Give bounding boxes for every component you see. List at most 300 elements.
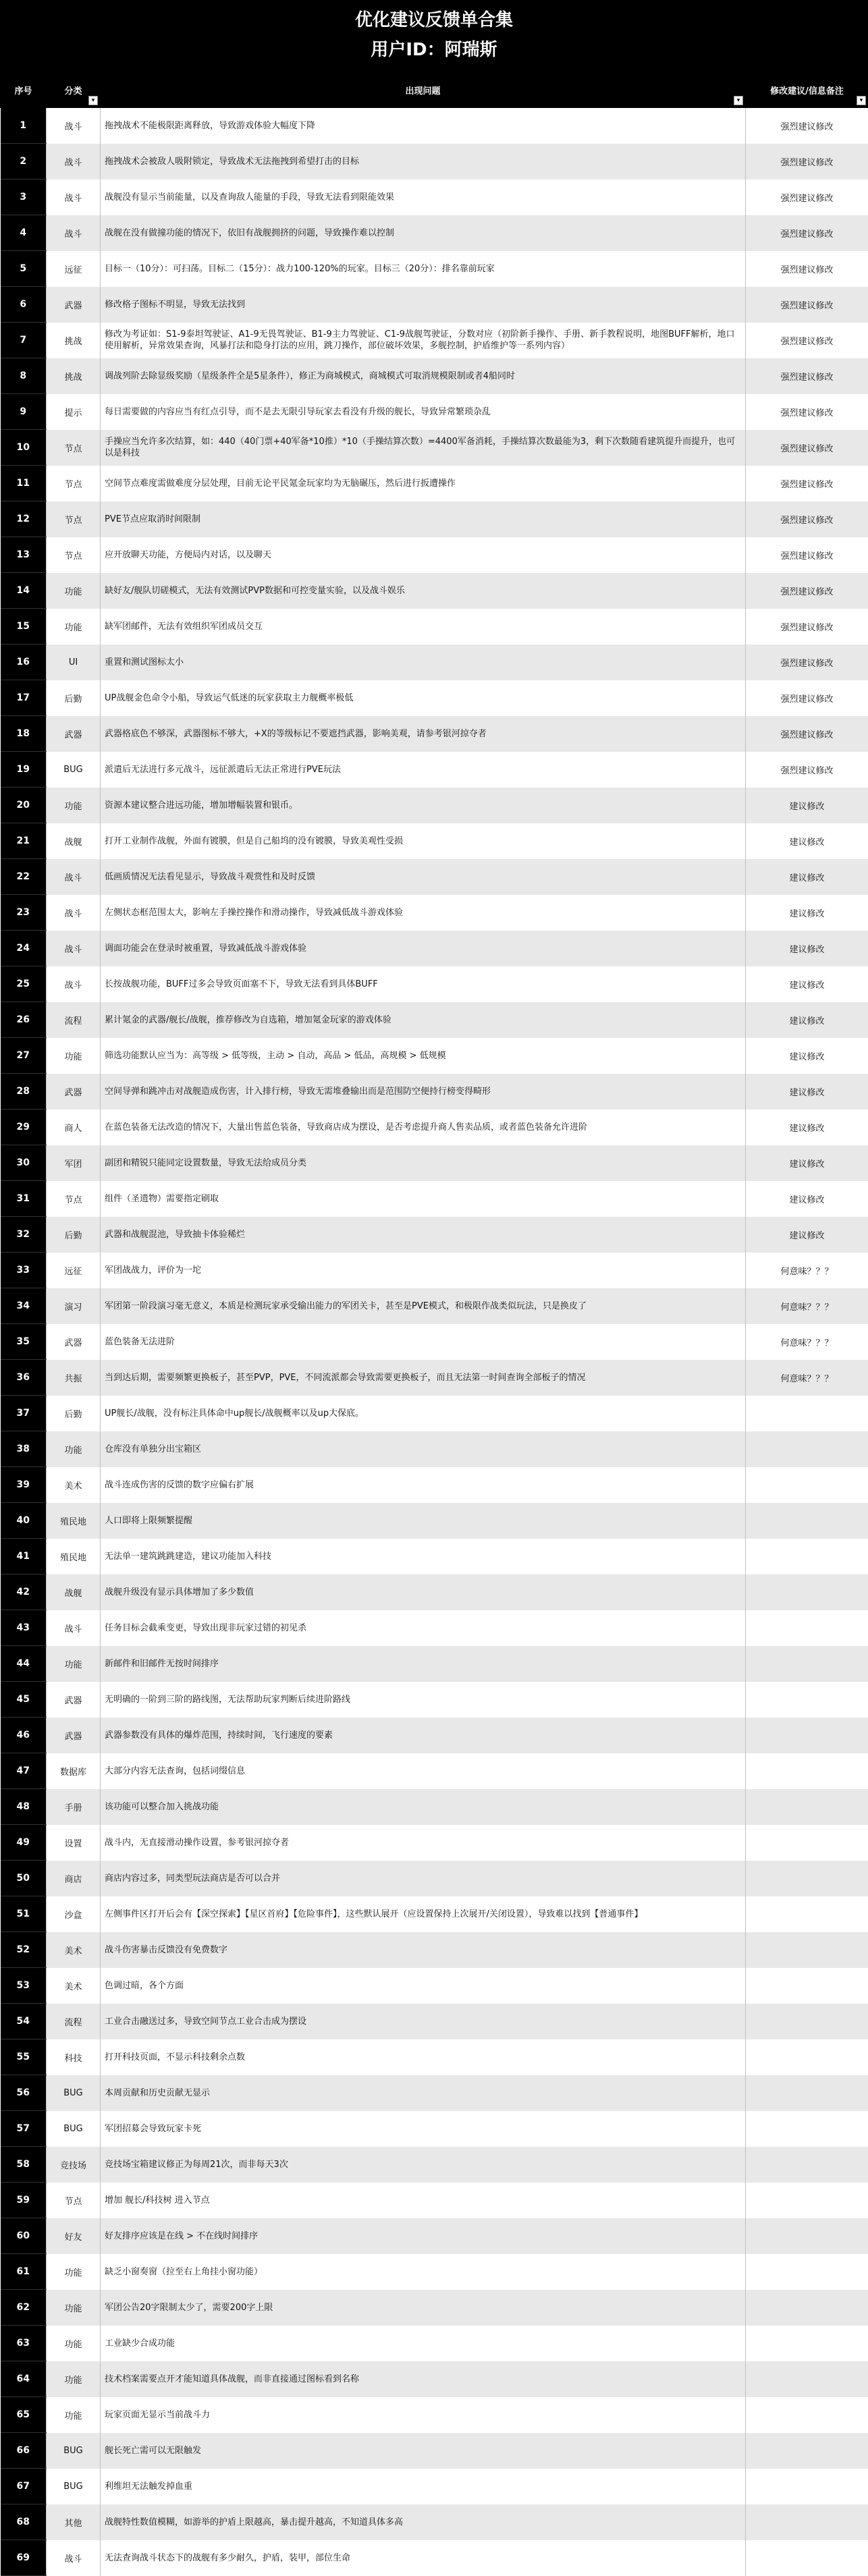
category-cell[interactable]: 后勤: [47, 1217, 101, 1253]
note-cell[interactable]: 强烈建议修改: [746, 609, 868, 645]
row-number-cell[interactable]: 31: [1, 1181, 47, 1217]
row-number-cell[interactable]: 55: [1, 2039, 47, 2075]
note-cell[interactable]: 建议修改: [746, 1145, 868, 1181]
issue-cell[interactable]: 低画质情况无法看见显示，导致战斗观赏性和及时反馈: [101, 859, 746, 895]
note-cell[interactable]: 强烈建议修改: [746, 573, 868, 609]
row-number-cell[interactable]: 68: [1, 2504, 47, 2540]
issue-cell[interactable]: 拖拽战术不能极限距离释放，导致游戏体验大幅度下降: [101, 108, 746, 144]
table-row: [1, 1288, 868, 1324]
note-cell[interactable]: [746, 2504, 868, 2540]
issue-cell[interactable]: 修改为考证如：S1-9泰坦驾驶证、A1-9无畏驾驶证、B1-9主力驾驶证、C1-9战舰驾驶证，分数对应（初阶新手操作、手册、新手教程说明，地图BUFF解析，地口使用解析，异常效果查询，风暴打法和隐身打法的应用，跳刀操作，部位破坏效果，多舰控制，护盾维护等一系列内容）: [101, 323, 746, 358]
issue-cell[interactable]: 仓库没有单独分出宝箱区: [101, 1431, 746, 1467]
row-number-cell[interactable]: 34: [1, 1288, 47, 1324]
issue-cell[interactable]: 累计氪金的武器/舰长/战舰，推荐修改为自选箱，增加氪金玩家的游戏体验: [101, 1002, 746, 1038]
category-cell[interactable]: 远征: [47, 1253, 101, 1288]
issue-cell[interactable]: 新邮件和旧邮件无按时间排序: [101, 1646, 746, 1682]
row-number-cell[interactable]: 35: [1, 1324, 47, 1360]
category-cell[interactable]: 商人: [47, 1109, 101, 1145]
issue-cell[interactable]: 舰长死亡需可以无限触发: [101, 2433, 746, 2469]
row-number-cell[interactable]: 51: [1, 1896, 47, 1932]
note-cell[interactable]: [746, 1932, 868, 1968]
note-cell[interactable]: 强烈建议修改: [746, 394, 868, 430]
issue-cell[interactable]: 应开放聊天功能，方便局内对话，以及聊天: [101, 537, 746, 573]
row-number-cell[interactable]: 16: [1, 645, 47, 680]
category-cell[interactable]: 远征: [47, 251, 101, 287]
table-row: [1, 1682, 868, 1718]
note-cell[interactable]: [746, 2075, 868, 2111]
note-cell[interactable]: 建议修改: [746, 966, 868, 1002]
row-number-cell[interactable]: 5: [1, 251, 47, 287]
category-cell[interactable]: 战斗: [47, 895, 101, 931]
category-cell[interactable]: BUG: [47, 2111, 101, 2147]
note-cell[interactable]: 建议修改: [746, 788, 868, 823]
note-cell[interactable]: 强烈建议修改: [746, 680, 868, 716]
note-cell[interactable]: 何意味？？？: [746, 1253, 868, 1288]
row-number-cell[interactable]: 25: [1, 966, 47, 1002]
note-cell[interactable]: [746, 2218, 868, 2254]
row-number-cell[interactable]: 20: [1, 788, 47, 823]
issue-cell[interactable]: 副团和精锐只能同定设置数量，导致无法给成员分类: [101, 1145, 746, 1181]
issue-cell[interactable]: 竞技场宝箱建议修正为每周21次，而非每天3次: [101, 2147, 746, 2183]
note-cell[interactable]: 强烈建议修改: [746, 645, 868, 680]
table-row: [1, 1360, 868, 1396]
row-number-cell[interactable]: 66: [1, 2433, 47, 2469]
row-number-cell[interactable]: 47: [1, 1753, 47, 1789]
note-cell[interactable]: [746, 1503, 868, 1539]
row-number-cell[interactable]: 9: [1, 394, 47, 430]
row-number-cell[interactable]: 2: [1, 144, 47, 180]
issue-cell[interactable]: 调面功能会在登录时被重置，导致减低战斗游戏体验: [101, 931, 746, 966]
note-cell[interactable]: 强烈建议修改: [746, 108, 868, 144]
row-number-cell[interactable]: 11: [1, 466, 47, 501]
row-number-cell[interactable]: 36: [1, 1360, 47, 1396]
category-cell[interactable]: 功能: [47, 1646, 101, 1682]
note-cell[interactable]: 强烈建议修改: [746, 716, 868, 752]
category-cell[interactable]: 功能: [47, 2326, 101, 2361]
row-number-cell[interactable]: 24: [1, 931, 47, 966]
category-cell[interactable]: UI: [47, 645, 101, 680]
category-cell[interactable]: 节点: [47, 466, 101, 501]
row-number-cell[interactable]: 49: [1, 1825, 47, 1861]
table-row: [1, 1896, 868, 1932]
row-number-cell[interactable]: 27: [1, 1038, 47, 1074]
issue-cell[interactable]: 军团招募会导致玩家卡死: [101, 2111, 746, 2147]
note-cell[interactable]: [746, 1574, 868, 1610]
note-cell[interactable]: [746, 1646, 868, 1682]
row-number-cell[interactable]: 64: [1, 2361, 47, 2397]
note-cell[interactable]: [746, 2004, 868, 2039]
row-number-cell[interactable]: 65: [1, 2397, 47, 2433]
row-number-cell[interactable]: 38: [1, 1431, 47, 1467]
note-cell[interactable]: 强烈建议修改: [746, 358, 868, 394]
note-cell[interactable]: [746, 2147, 868, 2183]
issue-cell[interactable]: 当到达后期，需要频繁更换板子，甚至PVP，PVE，不同流派都会导致需要更换板子，而且无法第一时间查询全部板子的情况: [101, 1360, 746, 1396]
category-cell[interactable]: 美术: [47, 1932, 101, 1968]
row-number-cell[interactable]: 7: [1, 323, 47, 358]
category-cell[interactable]: 武器: [47, 1718, 101, 1753]
category-cell[interactable]: 殖民地: [47, 1539, 101, 1574]
row-number-cell[interactable]: 44: [1, 1646, 47, 1682]
note-cell[interactable]: [746, 1789, 868, 1825]
issue-cell[interactable]: 重置和测试图标太小: [101, 645, 746, 680]
row-number-cell[interactable]: 23: [1, 895, 47, 931]
issue-cell[interactable]: 增加 舰长/科技树 进入节点: [101, 2183, 746, 2218]
issue-cell[interactable]: UP舰长/战舰，没有标注具体命中up舰长/战舰概率以及up大保底。: [101, 1396, 746, 1431]
row-number-cell[interactable]: 61: [1, 2254, 47, 2290]
table-row: [1, 1539, 868, 1574]
category-cell[interactable]: 军团: [47, 1145, 101, 1181]
note-cell[interactable]: 建议修改: [746, 1002, 868, 1038]
category-cell[interactable]: 战斗: [47, 1610, 101, 1646]
note-cell[interactable]: 建议修改: [746, 1038, 868, 1074]
issue-cell[interactable]: 大部分内容无法查询，包括词缀信息: [101, 1753, 746, 1789]
category-cell[interactable]: 武器: [47, 287, 101, 323]
category-cell[interactable]: 功能: [47, 2361, 101, 2397]
table-row: [1, 144, 868, 180]
issue-cell[interactable]: 空间节点难度需做难度分层处理，目前无论平民氪金玩家均为无脑碾压，然后进行扳遭操作: [101, 466, 746, 501]
note-cell[interactable]: [746, 1431, 868, 1467]
row-number-cell[interactable]: 53: [1, 1968, 47, 2004]
category-cell[interactable]: 战斗: [47, 966, 101, 1002]
issue-cell[interactable]: 工业合击融送过多，导致空间节点工业合击成为摆设: [101, 2004, 746, 2039]
note-cell[interactable]: [746, 1825, 868, 1861]
category-cell[interactable]: 美术: [47, 1968, 101, 2004]
issue-cell[interactable]: 战舰升级没有显示具体增加了多少数值: [101, 1574, 746, 1610]
row-number-cell[interactable]: 56: [1, 2075, 47, 2111]
row-number-cell[interactable]: 62: [1, 2290, 47, 2326]
header-note[interactable]: [746, 72, 868, 108]
note-cell[interactable]: 强烈建议修改: [746, 752, 868, 788]
header-no: [1, 72, 47, 108]
issue-cell[interactable]: 缺军团邮件，无法有效组织军团成员交互: [101, 609, 746, 645]
row-number-cell[interactable]: 63: [1, 2326, 47, 2361]
issue-cell[interactable]: 打开工业制作战舰，外面有镀膜，但是自己船坞的没有镀膜，导致美观性受损: [101, 823, 746, 859]
category-cell[interactable]: 其他: [47, 2504, 101, 2540]
category-cell[interactable]: 武器: [47, 1324, 101, 1360]
issue-cell[interactable]: 左侧事件区打开后会有【深空探索】【星区首府】【危险事件】，这些默认展开（应设置保持上次展开/关闭设置），导致难以找到【普通事件】: [101, 1896, 746, 1932]
table-row: [1, 645, 868, 680]
category-cell[interactable]: 功能: [47, 609, 101, 645]
category-cell[interactable]: 节点: [47, 2183, 101, 2218]
category-cell[interactable]: 流程: [47, 2004, 101, 2039]
row-number-cell[interactable]: 50: [1, 1861, 47, 1896]
category-cell[interactable]: 后勤: [47, 1396, 101, 1431]
row-number-cell[interactable]: 41: [1, 1539, 47, 1574]
category-cell[interactable]: 共振: [47, 1360, 101, 1396]
row-number-cell[interactable]: 12: [1, 501, 47, 537]
category-cell[interactable]: 战斗: [47, 931, 101, 966]
header-category-label: 分类: [64, 86, 82, 97]
category-cell[interactable]: 挑战: [47, 323, 101, 358]
issue-cell[interactable]: 战斗连成伤害的反馈的数字应偏右扩展: [101, 1467, 746, 1503]
issue-cell[interactable]: 拖拽战术会被敌人吸附锁定，导致战术无法拖拽到希望打击的目标: [101, 144, 746, 180]
issue-cell[interactable]: 武器和战舰混池，导致抽卡体验稀烂: [101, 1217, 746, 1253]
issue-cell[interactable]: 战舰在没有做撞功能的情况下，依旧有战舰拥挤的问题，导致操作难以控制: [101, 215, 746, 251]
note-cell[interactable]: [746, 2326, 868, 2361]
category-cell[interactable]: 武器: [47, 1682, 101, 1718]
issue-cell[interactable]: 无法单一建筑跳跳建造，建议功能加入科技: [101, 1539, 746, 1574]
row-number-cell[interactable]: 60: [1, 2218, 47, 2254]
note-cell[interactable]: [746, 1610, 868, 1646]
note-cell[interactable]: 强烈建议修改: [746, 466, 868, 501]
row-number-cell[interactable]: 37: [1, 1396, 47, 1431]
category-cell[interactable]: 好友: [47, 2218, 101, 2254]
issue-cell[interactable]: 好友排序应该是在线 > 不在线时间排序: [101, 2218, 746, 2254]
category-cell[interactable]: BUG: [47, 2433, 101, 2469]
note-cell[interactable]: [746, 2183, 868, 2218]
issue-cell[interactable]: 工业缺少合成功能: [101, 2326, 746, 2361]
note-cell[interactable]: [746, 1968, 868, 2004]
feedback-table: [0, 72, 868, 2576]
row-number-cell[interactable]: 59: [1, 2183, 47, 2218]
note-cell[interactable]: [746, 2254, 868, 2290]
category-cell[interactable]: 功能: [47, 2397, 101, 2433]
issue-cell[interactable]: 利维坦无法触发掉血重: [101, 2469, 746, 2504]
note-cell[interactable]: 强烈建议修改: [746, 323, 868, 358]
row-number-cell[interactable]: 30: [1, 1145, 47, 1181]
note-cell[interactable]: [746, 1896, 868, 1932]
issue-cell[interactable]: 武器格底色不够深，武器图标不够大，+X的等级标记不要遮挡武器，影响美观，请参考银河掠夺者: [101, 716, 746, 752]
issue-cell[interactable]: 长按战舰功能，BUFF过多会导致页面塞不下，导致无法看到具体BUFF: [101, 966, 746, 1002]
note-cell[interactable]: [746, 1718, 868, 1753]
note-cell[interactable]: [746, 1396, 868, 1431]
note-cell[interactable]: [746, 1539, 868, 1574]
issue-cell[interactable]: 技术档案需要点开才能知道具体战舰，而非直接通过图标看到名称: [101, 2361, 746, 2397]
row-number-cell[interactable]: 52: [1, 1932, 47, 1968]
issue-cell[interactable]: 色调过暗，各个方面: [101, 1968, 746, 2004]
table-row: [1, 2075, 868, 2111]
category-cell[interactable]: 节点: [47, 537, 101, 573]
category-cell[interactable]: 战斗: [47, 859, 101, 895]
row-number-cell[interactable]: 17: [1, 680, 47, 716]
filter-dropdown-icon[interactable]: ▾: [734, 96, 743, 105]
issue-cell[interactable]: 资源本建议整合进远功能，增加增幅装置和银币。: [101, 788, 746, 823]
issue-cell[interactable]: 手操应当允许多次结算，如：440（40门票+40军备*10推）*10（手操结算次数）=4400军备消耗，手操结算次数最能为3，剩下次数随看建筑提升而提升，也可以是科技: [101, 430, 746, 466]
note-cell[interactable]: 强烈建议修改: [746, 430, 868, 466]
note-cell[interactable]: [746, 2540, 868, 2576]
category-cell[interactable]: 挑战: [47, 358, 101, 394]
issue-cell[interactable]: 筛选功能默认应当为：高等级 > 低等级，主动 > 自动，高品 > 低品，高规模 > 低规模: [101, 1038, 746, 1074]
issue-cell[interactable]: 组件（圣遗物）需要指定刷取: [101, 1181, 746, 1217]
table-row: [1, 788, 868, 823]
row-number-cell[interactable]: 54: [1, 2004, 47, 2039]
category-cell[interactable]: 竞技场: [47, 2147, 101, 2183]
category-cell[interactable]: 战舰: [47, 823, 101, 859]
category-cell[interactable]: 战斗: [47, 144, 101, 180]
category-cell[interactable]: 功能: [47, 1038, 101, 1074]
category-cell[interactable]: 功能: [47, 788, 101, 823]
issue-cell[interactable]: 左侧状态框范围太大，影响左手操控操作和滑动操作，导致减低战斗游戏体验: [101, 895, 746, 931]
table-row: [1, 1753, 868, 1789]
note-cell[interactable]: 强烈建议修改: [746, 251, 868, 287]
row-number-cell[interactable]: 46: [1, 1718, 47, 1753]
row-number-cell[interactable]: 3: [1, 180, 47, 215]
category-cell[interactable]: 设置: [47, 1825, 101, 1861]
table-row: [1, 931, 868, 966]
row-number-cell[interactable]: 43: [1, 1610, 47, 1646]
issue-cell[interactable]: PVE节点应取消时间限制: [101, 501, 746, 537]
header-issue[interactable]: [101, 72, 746, 108]
issue-cell[interactable]: 打开科技页面，不显示科技剩余点数: [101, 2039, 746, 2075]
note-cell[interactable]: 强烈建议修改: [746, 287, 868, 323]
row-number-cell[interactable]: 29: [1, 1109, 47, 1145]
row-number-cell[interactable]: 42: [1, 1574, 47, 1610]
note-cell[interactable]: [746, 1682, 868, 1718]
issue-cell[interactable]: 军团公告20字限制太少了，需要200字上限: [101, 2290, 746, 2326]
row-number-cell[interactable]: 45: [1, 1682, 47, 1718]
issue-cell[interactable]: 修改格子图标不明显，导致无法找到: [101, 287, 746, 323]
issue-cell[interactable]: 战斗内，无直接滑动操作设置，参考银河掠夺者: [101, 1825, 746, 1861]
filter-dropdown-icon[interactable]: ▾: [88, 96, 98, 105]
note-cell[interactable]: 强烈建议修改: [746, 501, 868, 537]
note-cell[interactable]: [746, 2397, 868, 2433]
category-cell[interactable]: 武器: [47, 716, 101, 752]
issue-cell[interactable]: 玩家页面无显示当前战斗力: [101, 2397, 746, 2433]
row-number-cell[interactable]: 1: [1, 108, 47, 144]
note-cell[interactable]: 强烈建议修改: [746, 144, 868, 180]
row-number-cell[interactable]: 26: [1, 1002, 47, 1038]
row-number-cell[interactable]: 32: [1, 1217, 47, 1253]
issue-cell[interactable]: 目标一（10分）：可扫荡。目标二（15分）：战力100-120%的玩家。目标三（20分）：排名靠前玩家: [101, 251, 746, 287]
header-category[interactable]: [47, 72, 101, 108]
table-row: [1, 430, 868, 466]
issue-cell[interactable]: 战斗伤害暴击反馈没有免费数字: [101, 1932, 746, 1968]
category-cell[interactable]: 流程: [47, 1002, 101, 1038]
category-cell[interactable]: 美术: [47, 1467, 101, 1503]
note-cell[interactable]: [746, 2111, 868, 2147]
row-number-cell[interactable]: 39: [1, 1467, 47, 1503]
issue-cell[interactable]: 缺好友/舰队切磋模式，无法有效测试PVP数据和可控变量实验，以及战斗娱乐: [101, 573, 746, 609]
category-cell[interactable]: 节点: [47, 430, 101, 466]
row-number-cell[interactable]: 14: [1, 573, 47, 609]
note-cell[interactable]: [746, 2433, 868, 2469]
category-cell[interactable]: BUG: [47, 2075, 101, 2111]
note-cell[interactable]: 建议修改: [746, 1109, 868, 1145]
note-cell[interactable]: 何意味？？？: [746, 1360, 868, 1396]
note-cell[interactable]: 建议修改: [746, 1074, 868, 1109]
issue-cell[interactable]: 该功能可以整合加入挑战功能: [101, 1789, 746, 1825]
row-number-cell[interactable]: 8: [1, 358, 47, 394]
category-cell[interactable]: 武器: [47, 1074, 101, 1109]
category-cell[interactable]: 功能: [47, 2290, 101, 2326]
category-cell[interactable]: 功能: [47, 1431, 101, 1467]
row-number-cell[interactable]: 6: [1, 287, 47, 323]
category-cell[interactable]: 提示: [47, 394, 101, 430]
row-number-cell[interactable]: 4: [1, 215, 47, 251]
issue-cell[interactable]: 每日需要做的内容应当有红点引导，而不是去无限引导玩家去看没有升级的舰长，导致异常繁琐杂乱: [101, 394, 746, 430]
row-number-cell[interactable]: 28: [1, 1074, 47, 1109]
category-cell[interactable]: 节点: [47, 1181, 101, 1217]
issue-cell[interactable]: 本周贡献和历史贡献无显示: [101, 2075, 746, 2111]
row-number-cell[interactable]: 69: [1, 2540, 47, 2576]
issue-cell[interactable]: 调战列阶去除显级奖励（星级条件全是5星条件），修正为商城模式，商城模式可取消规模限制或者4船同时: [101, 358, 746, 394]
row-number-cell[interactable]: 48: [1, 1789, 47, 1825]
category-cell[interactable]: 战斗: [47, 180, 101, 215]
note-cell[interactable]: 建议修改: [746, 1181, 868, 1217]
note-cell[interactable]: 建议修改: [746, 895, 868, 931]
issue-cell[interactable]: 人口即将上限频繁提醒: [101, 1503, 746, 1539]
note-cell[interactable]: [746, 1753, 868, 1789]
row-number-cell[interactable]: 40: [1, 1503, 47, 1539]
note-cell[interactable]: 建议修改: [746, 1217, 868, 1253]
note-cell[interactable]: 何意味？？？: [746, 1324, 868, 1360]
issue-cell[interactable]: 缺乏小窗奏窗（拉至右上角挂小窗功能）: [101, 2254, 746, 2290]
table-row: [1, 2039, 868, 2075]
issue-cell[interactable]: 任务目标会截乘变更，导致出现非玩家过错的初见杀: [101, 1610, 746, 1646]
issue-cell[interactable]: 武器参数没有具体的爆炸范围，持续时间，飞行速度的要素: [101, 1718, 746, 1753]
category-cell[interactable]: 商店: [47, 1861, 101, 1896]
note-cell[interactable]: [746, 2361, 868, 2397]
category-cell[interactable]: 科技: [47, 2039, 101, 2075]
row-number-cell[interactable]: 58: [1, 2147, 47, 2183]
table-row: [1, 1467, 868, 1503]
note-cell[interactable]: 强烈建议修改: [746, 537, 868, 573]
note-cell[interactable]: [746, 2290, 868, 2326]
issue-cell[interactable]: 在蓝色装备无法改造的情况下，大量出售蓝色装备，导致商店成为摆设，是否考虑提升商人售卖品质，或者蓝色装备允许进阶: [101, 1109, 746, 1145]
note-cell[interactable]: [746, 1861, 868, 1896]
note-cell[interactable]: [746, 1467, 868, 1503]
row-number-cell[interactable]: 21: [1, 823, 47, 859]
category-cell[interactable]: 战舰: [47, 1574, 101, 1610]
category-cell[interactable]: 战斗: [47, 215, 101, 251]
category-cell[interactable]: 后勤: [47, 680, 101, 716]
issue-cell[interactable]: 无明确的一阶到三阶的路线图，无法帮助玩家判断后续进阶路线: [101, 1682, 746, 1718]
note-cell[interactable]: 建议修改: [746, 823, 868, 859]
category-cell[interactable]: 节点: [47, 501, 101, 537]
note-cell[interactable]: [746, 2469, 868, 2504]
issue-cell[interactable]: UP战舰金色命令小船，导致运气低迷的玩家获取主力舰概率极低: [101, 680, 746, 716]
issue-cell[interactable]: 战舰特性数值模糊，如游举的护盾上限越高，暴击提升越高，不知道具体多高: [101, 2504, 746, 2540]
category-cell[interactable]: 数据库: [47, 1753, 101, 1789]
category-cell[interactable]: 战斗: [47, 108, 101, 144]
issue-cell[interactable]: 空间导弹和跳冲击对战舰造成伤害，计入排行榜，导致无需堆叠输出而是范围防空便持行榜变得畸形: [101, 1074, 746, 1109]
issue-cell[interactable]: 派遣后无法进行多元战斗，远征派遣后无法正常进行PVE玩法: [101, 752, 746, 788]
row-number-cell[interactable]: 13: [1, 537, 47, 573]
note-cell[interactable]: 强烈建议修改: [746, 215, 868, 251]
issue-cell[interactable]: 军团战战力，评价为一坨: [101, 1253, 746, 1288]
row-number-cell[interactable]: 10: [1, 430, 47, 466]
category-cell[interactable]: 殖民地: [47, 1503, 101, 1539]
issue-cell[interactable]: 战舰没有显示当前能量，以及查询敌人能量的手段，导致无法看到限能效果: [101, 180, 746, 215]
row-number-cell[interactable]: 15: [1, 609, 47, 645]
issue-cell[interactable]: 军团第一阶段演习毫无意义，本质是检测玩家承受输出能力的军团关卡，甚至是PVE模式，和极限作战类似玩法，只是换皮了: [101, 1288, 746, 1324]
category-cell[interactable]: 沙盒: [47, 1896, 101, 1932]
note-cell[interactable]: 建议修改: [746, 859, 868, 895]
row-number-cell[interactable]: 67: [1, 2469, 47, 2504]
note-cell[interactable]: 强烈建议修改: [746, 180, 868, 215]
category-cell[interactable]: 战斗: [47, 2540, 101, 2576]
row-number-cell[interactable]: 33: [1, 1253, 47, 1288]
category-cell[interactable]: 功能: [47, 2254, 101, 2290]
category-cell[interactable]: 手册: [47, 1789, 101, 1825]
category-cell[interactable]: 功能: [47, 573, 101, 609]
filter-dropdown-icon[interactable]: ▾: [857, 96, 866, 105]
row-number-cell[interactable]: 22: [1, 859, 47, 895]
note-cell[interactable]: [746, 2039, 868, 2075]
category-cell[interactable]: BUG: [47, 752, 101, 788]
issue-cell[interactable]: 蓝色装备无法进阶: [101, 1324, 746, 1360]
row-number-cell[interactable]: 18: [1, 716, 47, 752]
row-number-cell[interactable]: 57: [1, 2111, 47, 2147]
category-cell[interactable]: BUG: [47, 2469, 101, 2504]
category-cell[interactable]: 演习: [47, 1288, 101, 1324]
note-cell[interactable]: 何意味？？？: [746, 1288, 868, 1324]
note-cell[interactable]: 建议修改: [746, 931, 868, 966]
issue-cell[interactable]: 无法查询战斗状态下的战舰有多少耐久，护盾，装甲，部位生命: [101, 2540, 746, 2576]
table-row: [1, 2290, 868, 2326]
row-number-cell[interactable]: 19: [1, 752, 47, 788]
issue-cell[interactable]: 商店内容过多，同类型玩法商店是否可以合并: [101, 1861, 746, 1896]
